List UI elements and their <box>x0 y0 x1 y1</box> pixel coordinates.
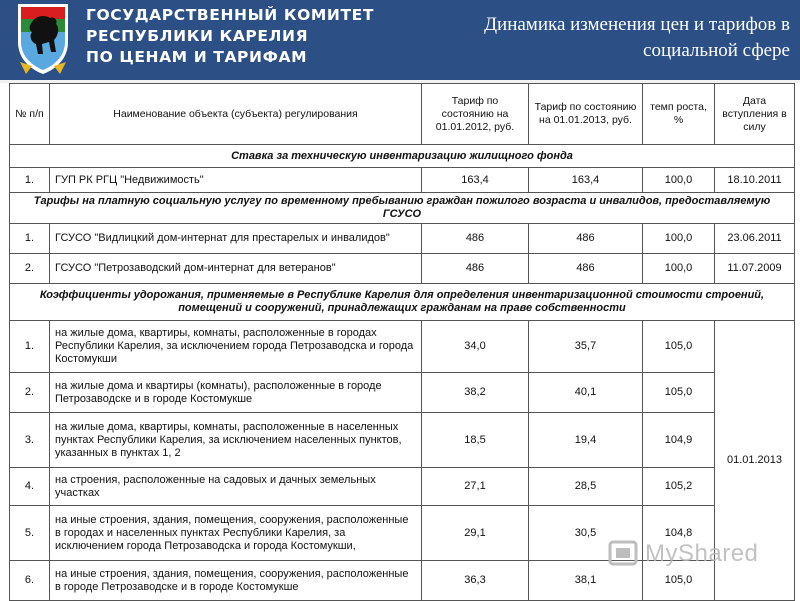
row-number: 5. <box>10 506 50 561</box>
row-name: ГСУСО "Петрозаводский дом-интернат для ветеранов" <box>50 254 422 284</box>
growth-rate: 105,0 <box>643 321 715 373</box>
org-line-1: ГОСУДАРСТВЕННЫЙ КОМИТЕТ <box>86 6 375 24</box>
row-number: 4. <box>10 468 50 506</box>
effective-date: 23.06.2011 <box>715 224 795 254</box>
growth-rate: 105,0 <box>643 561 715 601</box>
page-title: Динамика изменения цен и тарифов в социальной сфере <box>484 14 790 61</box>
organization-name <box>86 5 374 68</box>
row-number: 2. <box>10 373 50 413</box>
table-header-row <box>10 84 795 145</box>
row-number: 1. <box>10 321 50 373</box>
tariff-2013: 30,5 <box>529 506 643 561</box>
table-row <box>10 373 795 413</box>
section-title: Тарифы на платную социальную услугу по временному пребыванию граждан пожилого возраста и инвалидов, предоставляемую ГСУСО <box>10 193 795 224</box>
growth-rate: 105,2 <box>643 468 715 506</box>
growth-rate: 100,0 <box>643 254 715 284</box>
org-line-3: ПО ЦЕНАМ И ТАРИФАМ <box>86 48 308 66</box>
tariff-2013: 35,7 <box>529 321 643 373</box>
section-title: Ставка за техническую инвентаризацию жилищного фонда <box>10 145 795 168</box>
row-number: 3. <box>10 413 50 468</box>
table-row <box>10 468 795 506</box>
growth-rate: 100,0 <box>643 224 715 254</box>
col-header-tariff-2013: Тариф по состоянию на 01.01.2013, руб. <box>529 84 643 145</box>
table-row <box>10 254 795 284</box>
header-bar <box>0 0 800 80</box>
row-number: 1. <box>10 224 50 254</box>
row-number: 1. <box>10 168 50 193</box>
tariff-2012: 18,5 <box>422 413 529 468</box>
effective-date: 01.01.2013 <box>715 321 795 601</box>
table-row <box>10 168 795 193</box>
effective-date: 18.10.2011 <box>715 168 795 193</box>
growth-rate: 104,8 <box>643 506 715 561</box>
org-line-2: РЕСПУБЛИКИ КАРЕЛИЯ <box>86 27 309 45</box>
growth-rate: 105,0 <box>643 373 715 413</box>
tariff-2013: 40,1 <box>529 373 643 413</box>
effective-date: 11.07.2009 <box>715 254 795 284</box>
growth-rate: 100,0 <box>643 168 715 193</box>
row-name: на строения, расположенные на садовых и дачных земельных участках <box>50 468 422 506</box>
tariff-2013: 28,5 <box>529 468 643 506</box>
tariff-2013: 19,4 <box>529 413 643 468</box>
tariff-2012: 29,1 <box>422 506 529 561</box>
tariff-2013: 486 <box>529 254 643 284</box>
row-name: ГУП РК РГЦ "Недвижимость" <box>50 168 422 193</box>
tariff-2012: 486 <box>422 254 529 284</box>
tariff-2012: 36,3 <box>422 561 529 601</box>
row-name: на жилые дома и квартиры (комнаты), расположенные в городе Петрозаводске и в городе Костомукше <box>50 373 422 413</box>
tariff-2012: 38,2 <box>422 373 529 413</box>
tariff-2013: 486 <box>529 224 643 254</box>
table-row <box>10 321 795 373</box>
row-name: на жилые дома, квартиры, комнаты, расположенные в городах Республики Карелия, за исключением города Петрозаводска и города Костомукши <box>50 321 422 373</box>
section-header-row <box>10 193 795 224</box>
section-header-row <box>10 145 795 168</box>
tariff-2013: 163,4 <box>529 168 643 193</box>
section-title: Коэффициенты удорожания, применяемые в Республике Карелия для определения инвентаризационной стоимости строений, помещений и сооружений, принадлежащих гражданам на праве собственности <box>10 284 795 321</box>
table-row <box>10 413 795 468</box>
col-header-name: Наименование объекта (субъекта) регулирования <box>50 84 422 145</box>
tariff-2012: 163,4 <box>422 168 529 193</box>
tariff-2012: 486 <box>422 224 529 254</box>
section-header-row <box>10 284 795 321</box>
table-row <box>10 224 795 254</box>
tariff-2012: 27,1 <box>422 468 529 506</box>
row-number: 2. <box>10 254 50 284</box>
tariff-2012: 34,0 <box>422 321 529 373</box>
watermark-text: MyShared <box>645 540 759 567</box>
coat-of-arms-icon <box>14 2 72 76</box>
row-name: на иные строения, здания, помещения, сооружения, расположенные в городе Петрозаводске и в городе Костомукше <box>50 561 422 601</box>
tariff-table <box>9 83 795 601</box>
growth-rate: 104,9 <box>643 413 715 468</box>
row-name: на иные строения, здания, помещения, сооружения, расположенные в городах и населенных пунктах Республики Карелия, за исключением города Петрозаводска и города Костомукши, <box>50 506 422 561</box>
col-header-date: Дата вступления в силу <box>715 84 795 145</box>
tariff-2013: 38,1 <box>529 561 643 601</box>
row-name: ГСУСО "Видлицкий дом-интернат для престарелых и инвалидов" <box>50 224 422 254</box>
col-header-number: № п/п <box>10 84 50 145</box>
col-header-growth: темп роста, % <box>643 84 715 145</box>
col-header-tariff-2012: Тариф по состоянию на 01.01.2012, руб. <box>422 84 529 145</box>
row-number: 6. <box>10 561 50 601</box>
row-name: на жилые дома, квартиры, комнаты, расположенные в населенных пунктах Республики Карелия, за исключением населенных пунктов, указанных в пунктах 1, 2 <box>50 413 422 468</box>
